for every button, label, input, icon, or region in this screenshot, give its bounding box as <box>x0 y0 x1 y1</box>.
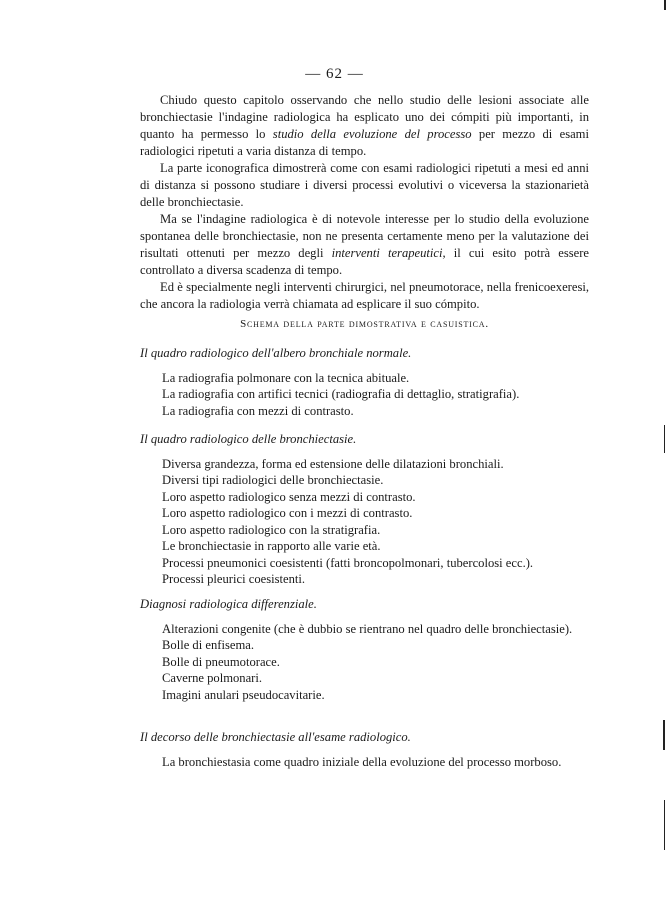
section-heading: Il quadro radiologico delle bronchiectasie. <box>140 432 357 446</box>
section <box>140 596 589 703</box>
list-item: Loro aspetto radiologico con i mezzi di contrasto. <box>162 506 413 520</box>
section <box>140 345 589 419</box>
scan-edge-mark <box>664 0 666 10</box>
section-body: La bronchiestasia come quadro iniziale della evoluzione del processo morboso. <box>162 754 562 769</box>
list-item: Bolle di enfisema. <box>162 638 254 652</box>
section-heading: Diagnosi radiologica differenziale. <box>140 597 317 611</box>
list-item: La radiografia con artifici tecnici (radiografia di dettaglio, stratigrafia). <box>162 387 520 401</box>
list-item: Processi pleurici coesistenti. <box>162 572 306 586</box>
scan-edge-mark <box>664 800 665 850</box>
emphasis: interventi terapeutici, <box>331 246 446 260</box>
scan-edge-mark <box>664 425 665 453</box>
section <box>140 431 589 588</box>
section-heading: Il decorso delle bronchiectasie all'esame radiologico. <box>140 730 411 744</box>
list-item: Caverne polmonari. <box>162 671 263 685</box>
list-item: La radiografia polmonare con la tecnica abituale. <box>162 370 410 385</box>
scan-edge-mark <box>663 720 665 750</box>
paragraph: Chiudo questo capitolo osservando che nello studio delle lesioni associate alle bronchiectasie l'indagine radiologica ha esplicato uno dei cómpiti più importanti, in quanto ha permesso lo studio della evoluzione del processo per mezzo di esami radiologici ripetuti a varia distanza di tempo. <box>140 93 589 158</box>
emphasis: studio della evoluzione del processo <box>272 127 472 141</box>
list-item: Processi pneumonici coesistenti (fatti broncopolmonari, tubercolosi ecc.). <box>162 555 534 570</box>
list-item: Le bronchiectasie in rapporto alle varie età. <box>162 539 381 553</box>
list-item: Diversi tipi radiologici delle bronchiectasie. <box>162 473 384 487</box>
schema-title: Schema della parte dimostrativa e casuistica. <box>240 318 489 330</box>
list-item: Diversa grandezza, forma ed estensione delle dilatazioni bronchiali. <box>162 456 504 471</box>
section-heading: Il quadro radiologico dell'albero bronchiale normale. <box>140 346 412 360</box>
paragraph: Ed è specialmente negli interventi chirurgici, nel pneumotorace, nella frenicoexeresi, che ancora la radiologia verrà chiamata ad esplicare il suo cómpito. <box>140 280 589 311</box>
list-item: Imagini anulari pseudocavitarie. <box>162 687 325 702</box>
page-number: — 62 — <box>305 66 364 82</box>
list-item: Alterazioni congenite (che è dubbio se rientrano nel quadro delle bronchiectasie). <box>162 621 573 636</box>
list-item: Bolle di pneumotorace. <box>162 654 280 669</box>
section <box>140 729 589 770</box>
intro-text <box>140 92 589 313</box>
list-item: Loro aspetto radiologico con la stratigrafia. <box>162 522 381 537</box>
list-item: La radiografia con mezzi di contrasto. <box>162 403 354 418</box>
list-item: Loro aspetto radiologico senza mezzi di contrasto. <box>162 489 416 504</box>
paragraph: La parte iconografica dimostrerà come con esami radiologici ripetuti a mesi ed anni di distanza si possono studiare i diversi processi evolutivi o viceversa la stazionarietà delle bronchiectasie. <box>140 161 589 209</box>
paragraph: Ma se l'indagine radiologica è di notevole interesse per lo studio della evoluzione spontanea delle bronchiectasie, non ne presenta certamente meno per la valutazione dei risultati ottenuti per mezzo degli interventi terapeutici, il cui esito potrà essere controllato a diversa scadenza di tempo. <box>140 212 589 277</box>
